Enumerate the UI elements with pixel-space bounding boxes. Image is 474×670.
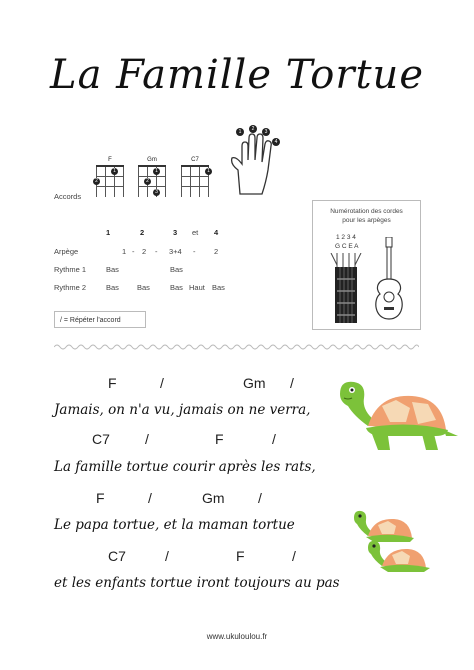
table-cell: - <box>193 247 196 256</box>
lyric-line: La famille tortue courir après les rats, <box>54 459 316 475</box>
song-chord: F <box>96 490 105 506</box>
lyric-line: Jamais, on n'a vu, jamais on ne verra, <box>54 402 311 418</box>
song-chord: C7 <box>108 548 126 564</box>
finger-dot: 2 <box>93 178 100 185</box>
finger-number: 3 <box>262 128 270 136</box>
finger-dot: 1 <box>205 168 212 175</box>
finger-dot: 3 <box>153 189 160 196</box>
string-numbering-box <box>312 200 421 330</box>
repeat-note: / = Répéter l'accord <box>54 311 146 328</box>
song-chord: / <box>258 490 262 506</box>
table-cell: - <box>132 247 135 256</box>
table-cell: 2 <box>214 247 219 256</box>
finger-dot: 1 <box>153 168 160 175</box>
wavy-divider <box>54 343 419 351</box>
ukulele-neck-icon <box>327 253 367 325</box>
ukulele-icon <box>371 237 407 323</box>
beat-3: 3 <box>173 228 178 237</box>
chord-diagram-c7 <box>181 157 209 197</box>
page-title: La Famille Tortue <box>50 52 424 98</box>
song-chord: / <box>148 490 152 506</box>
song-chord: F <box>236 548 245 564</box>
table-cell: Bas <box>106 265 119 274</box>
row-label-rythme2: Rythme 2 <box>54 283 87 292</box>
lyric-line: Le papa tortue, et la maman tortue <box>54 517 295 533</box>
table-cell: 2 <box>142 247 147 256</box>
table-cell: Bas <box>170 283 183 292</box>
box-title-1: Numérotation des cordes <box>330 208 403 215</box>
chord-name: Gm <box>147 157 157 163</box>
table-cell: Haut <box>189 283 205 292</box>
song-chord: Gm <box>243 375 266 391</box>
beat-2: 2 <box>140 228 145 237</box>
chord-grid <box>138 165 166 197</box>
song-chord: / <box>272 431 276 447</box>
finger-number: 4 <box>272 138 280 146</box>
table-cell: 3+4 <box>169 247 182 256</box>
song-chord: F <box>108 375 117 391</box>
table-cell: Bas <box>137 283 150 292</box>
string-letters: G C E A <box>335 243 359 250</box>
string-numbers: 1 2 3 4 <box>336 234 356 241</box>
table-cell: Bas <box>170 265 183 274</box>
chord-grid <box>96 165 124 197</box>
row-label-rythme1: Rythme 1 <box>54 265 87 274</box>
song-chord: Gm <box>202 490 225 506</box>
lyric-line: et les enfants tortue iront toujours au pas <box>54 575 340 591</box>
table-cell: 1 <box>122 247 127 256</box>
finger-dot: 1 <box>111 168 118 175</box>
song-chord: / <box>165 548 169 564</box>
song-chord: C7 <box>92 431 110 447</box>
chord-grid <box>181 165 209 197</box>
beat-1: 1 <box>106 228 111 237</box>
song-chord: / <box>160 375 164 391</box>
chord-name: F <box>108 157 112 163</box>
table-cell: Bas <box>212 283 225 292</box>
song-chord: / <box>290 375 294 391</box>
row-label-arpege: Arpège <box>54 247 79 256</box>
chord-diagram-f <box>96 157 124 197</box>
chord-diagram-gm <box>138 157 166 197</box>
baby-turtles-illustration <box>352 510 442 574</box>
song-chord: / <box>292 548 296 564</box>
table-cell: Bas <box>106 283 119 292</box>
table-cell: - <box>155 247 158 256</box>
finger-dot: 2 <box>144 178 151 185</box>
beat-4: 4 <box>214 228 219 237</box>
finger-number: 1 <box>236 128 244 136</box>
turtle-illustration <box>338 380 460 454</box>
beat-and: et <box>192 228 199 237</box>
song-chord: / <box>145 431 149 447</box>
finger-number: 2 <box>249 125 257 133</box>
box-title-2: pour les arpèges <box>342 217 391 224</box>
song-chord: F <box>215 431 224 447</box>
chord-name: C7 <box>191 157 199 163</box>
accords-label: Accords <box>54 192 82 201</box>
footer-website: www.ukuloulou.fr <box>206 632 268 641</box>
hand-icon <box>226 124 282 198</box>
